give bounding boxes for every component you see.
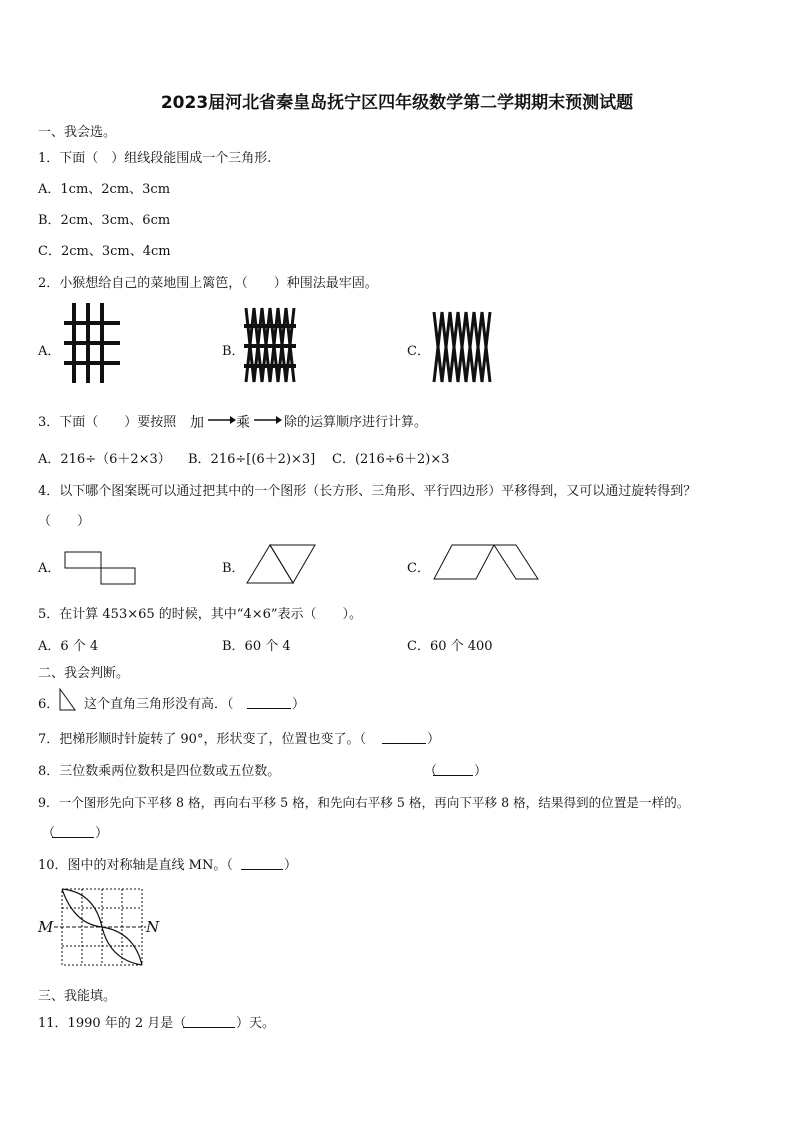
- question-4: 4．以下哪个图案既可以通过把其中的一个图形（长方形、三角形、平行四边形）平移得到，又可以通过旋转得到？: [38, 484, 697, 499]
- question-2: 2．小猴想给自己的菜地围上篱笆，（ ）种围法最牢固。: [38, 276, 378, 291]
- q1-option-b[interactable]: B．2cm、3cm、6cm: [38, 213, 171, 228]
- question-6: 这个直角三角形没有高．（: [84, 697, 234, 712]
- question-3-prefix: 3．下面（ ）要按照: [38, 415, 177, 430]
- question-7: 7．把梯形顺时针旋转了 90°，形状变了，位置也变了。（: [38, 732, 366, 747]
- arrow-right-icon: [208, 414, 236, 426]
- fence-crosshatch-image: [432, 310, 492, 384]
- q4-option-b[interactable]: B．: [222, 561, 245, 576]
- question-10-close: ）: [284, 858, 298, 873]
- q7-answer-blank[interactable]: [382, 728, 426, 744]
- question-3-suffix: 除的运算顺序进行计算。: [284, 415, 428, 430]
- arrow-right-icon: [254, 414, 282, 426]
- q1-option-a[interactable]: A．1cm、2cm、3cm: [38, 182, 171, 197]
- q2-option-b[interactable]: B．: [222, 344, 245, 359]
- q9-answer-blank[interactable]: [52, 822, 94, 838]
- q11-answer-blank[interactable]: [183, 1012, 235, 1028]
- flow-add: 加: [190, 415, 204, 431]
- page-title: 2023届河北省秦皇岛抚宁区四年级数学第二学期期末预测试题: [160, 93, 634, 113]
- fence-grid-image: [64, 303, 124, 383]
- section-heading-fill: 三、我能填。: [38, 989, 117, 1004]
- q2-option-c[interactable]: C．: [407, 344, 430, 359]
- question-5: 5．在计算 453×65 的时候，其中“4×6”表示（ ）。: [38, 607, 363, 622]
- question-10: 10．图中的对称轴是直线 MN。（: [38, 858, 233, 873]
- q5-option-a[interactable]: A．6 个 4: [38, 639, 99, 654]
- question-7-close: ）: [427, 732, 441, 747]
- question-8-open: （: [424, 764, 438, 779]
- q6-answer-blank[interactable]: [247, 693, 291, 709]
- symmetry-grid-figure: [54, 888, 146, 968]
- question-4-paren: （ ）: [38, 514, 91, 529]
- question-8: 8．三位数乘两位数积是四位数或五位数。: [38, 764, 281, 779]
- q4-option-c[interactable]: C．: [407, 561, 430, 576]
- section-heading-choice: 一、我会选。: [38, 125, 117, 140]
- q3-option-c[interactable]: C．(216÷6＋2)×3: [332, 452, 450, 467]
- q2-option-a[interactable]: A．: [38, 344, 61, 359]
- question-11: 11．1990 年的 2 月是（: [38, 1016, 187, 1031]
- question-6-number: 6．: [38, 697, 60, 712]
- q8-answer-blank[interactable]: [433, 760, 473, 776]
- section-heading-judge: 二、我会判断。: [38, 666, 130, 681]
- q3-option-b[interactable]: B．216÷[(6＋2)×3]: [188, 452, 316, 467]
- flow-multiply: 乘: [236, 415, 250, 431]
- label-m: M: [38, 918, 54, 936]
- question-8-close: ）: [474, 764, 488, 779]
- label-n: N: [146, 918, 160, 936]
- two-triangles-image: [245, 543, 317, 585]
- two-rectangles-image: [64, 551, 138, 587]
- fence-diamond-grid-image: [244, 306, 296, 386]
- q3-option-a[interactable]: A．216÷（6＋2×3）: [38, 452, 171, 467]
- q4-option-a[interactable]: A．: [38, 561, 61, 576]
- question-9: 9．一个图形先向下平移 8 格，再向右平移 5 格，和先向右平移 5 格，再向下平移 8 格，结果得到的位置是一样的。: [38, 795, 690, 810]
- question-6-close: ）: [292, 697, 306, 712]
- question-9-open: （: [42, 826, 56, 841]
- two-parallelograms-image: [432, 543, 542, 583]
- right-triangle-image: [59, 688, 77, 712]
- q5-option-c[interactable]: C．60 个 400: [407, 639, 493, 654]
- q5-option-b[interactable]: B．60 个 4: [222, 639, 291, 654]
- question-9-close: ）: [95, 826, 109, 841]
- question-11-close: ）天。: [236, 1016, 276, 1031]
- q1-option-c[interactable]: C．2cm、3cm、4cm: [38, 244, 171, 259]
- q10-answer-blank[interactable]: [241, 854, 283, 870]
- question-1: 1．下面（ ）组线段能围成一个三角形.: [38, 151, 272, 166]
